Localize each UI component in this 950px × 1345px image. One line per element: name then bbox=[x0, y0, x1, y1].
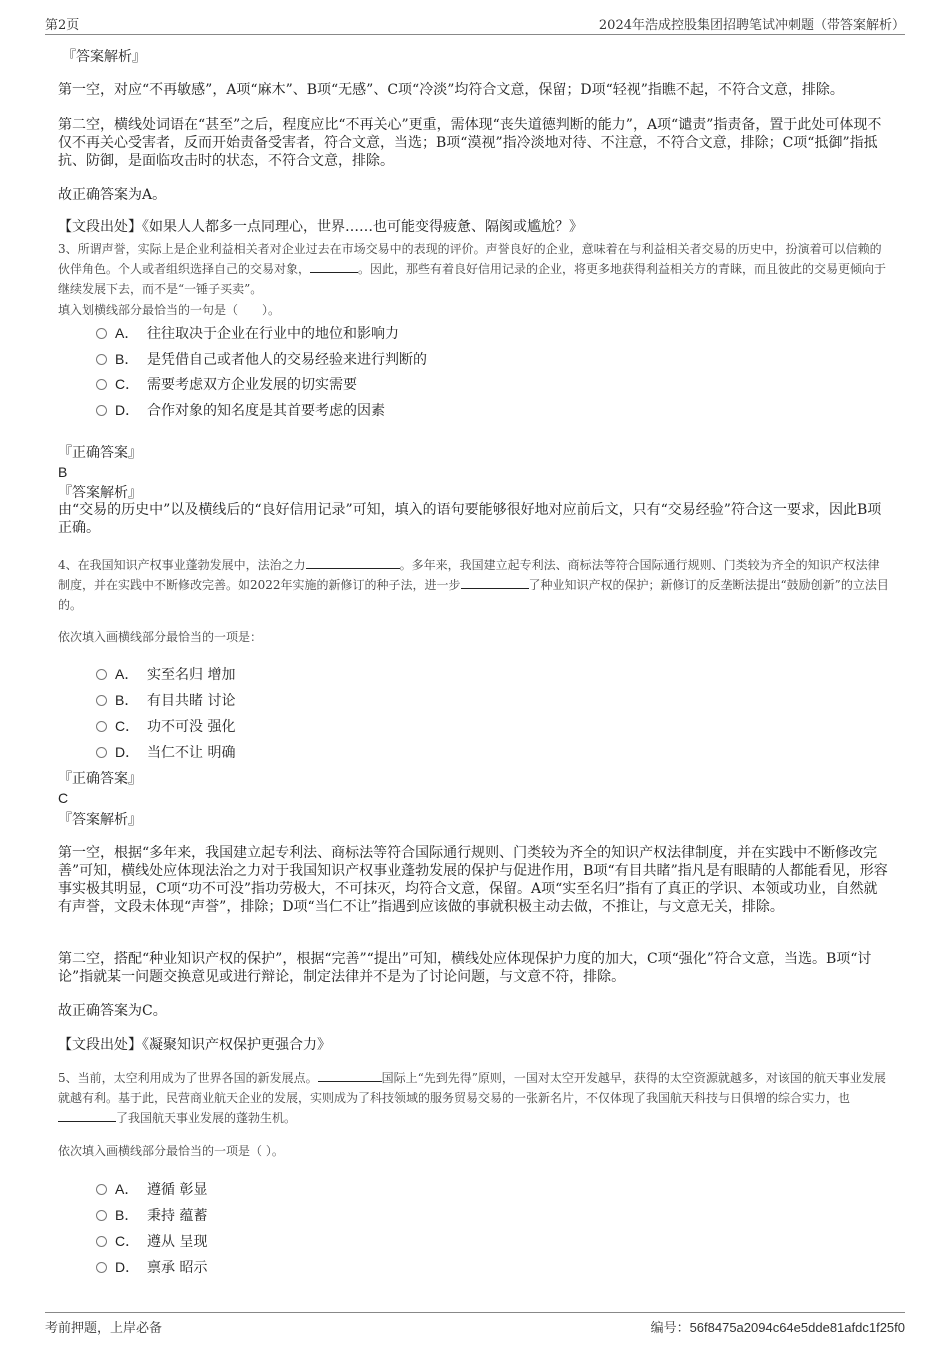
page-number: 第2页 bbox=[45, 18, 80, 33]
q3-stem: 3、所谓声誉，实际上是企业利益相关者对企业过去在市场交易中的表现的评价。声誉良好的企业，意味着在与利益相关者交易的历史中，扮演着可以信赖的伙伴角色。个人或者组织选择自己的交易对象， 。因此，那些有着良好信用记录的企业，将更多地获得利益相关方的青睐，而且彼此的交易更倾向于继续发展下去，而不是“一锤子买卖”。 bbox=[58, 242, 887, 296]
radio-icon[interactable] bbox=[96, 721, 107, 732]
q4-option-a[interactable]: A． 实至名归 增加 bbox=[96, 664, 235, 684]
q4-option-d[interactable]: D． 当仁不让 明确 bbox=[96, 742, 235, 762]
q3-analysis: 由“交易的历史中”以及横线后的“良好信用记录”可知，填入的语句要能够很好地对应前后文，只有“交易经验”符合这一要求，因此B项正确。 bbox=[58, 502, 882, 536]
page-footer bbox=[45, 1312, 905, 1335]
footer-slogan: 考前押题，上岸必备 bbox=[45, 1321, 163, 1336]
q5-blank-1 bbox=[318, 1069, 382, 1082]
q5-option-b[interactable]: B． 秉持 蕴蓄 bbox=[96, 1205, 207, 1225]
q5-option-d[interactable]: D． 禀承 昭示 bbox=[96, 1257, 207, 1277]
q5-option-c[interactable]: C． 遵从 呈现 bbox=[96, 1231, 207, 1251]
q4-option-c[interactable]: C． 功不可没 强化 bbox=[96, 716, 235, 736]
q2-analysis-label: 『答案解析』 bbox=[62, 49, 146, 65]
q4-prompt: 依次填入画横线部分最恰当的一项是： bbox=[58, 630, 263, 644]
q4-answer-label: 『正确答案』 bbox=[58, 771, 142, 787]
q4-analysis-para2: 第二空，搭配“种业知识产权的保护”，根据“完善”“提出”可知，横线处应体现保护力度的加大，C项“强化”符合文意，当选。B项“讨论”指就某一问题交换意见或进行辩论，制定法律并不是为了讨论问题，与文意不符，排除。 bbox=[58, 951, 872, 985]
radio-icon[interactable] bbox=[96, 1210, 107, 1221]
q3-option-c[interactable]: C． 需要考虑双方企业发展的切实需要 bbox=[96, 374, 357, 394]
radio-icon[interactable] bbox=[96, 405, 107, 416]
q4-conclusion: 故正确答案为C。 bbox=[58, 1003, 167, 1019]
radio-icon[interactable] bbox=[96, 1262, 107, 1273]
q3-option-a[interactable]: A． 往往取决于企业在行业中的地位和影响力 bbox=[96, 323, 399, 343]
q5-option-a[interactable]: A． 遵循 彰显 bbox=[96, 1179, 207, 1199]
q4-option-b[interactable]: B． 有目共睹 讨论 bbox=[96, 690, 235, 710]
q3-prompt: 填入划横线部分最恰当的一句是（ ）。 bbox=[58, 303, 281, 317]
q4-analysis-para1: 第一空，根据“多年来，我国建立起专利法、商标法等符合国际通行规则、门类较为齐全的知识产权法律制度，并在实践中不断修改完善”可知，横线处应体现法治之力对于我国知识产权事业蓬勃发展的保护与促进作用，B项“有目共睹”指凡是有眼睛的人都能看见，形容事实极其明显，C项“功不可没”指功劳极大，不可抹灭，均符合文意，保留。A项“实至名归”指有了真正的学识、本领或功业，自然就有声誉，文段未体现“声誉”，排除；D项“当仁不让”指遇到应该做的事就积极主动去做，不推让，与文意无关，排除。 bbox=[58, 845, 888, 915]
document-code: 编号：56f8475a2094c64e5dde81afdc1f25f0 bbox=[650, 1320, 905, 1335]
q3-answer-label: 『正确答案』 bbox=[58, 445, 142, 461]
radio-icon[interactable] bbox=[96, 669, 107, 680]
q3-analysis-label: 『答案解析』 bbox=[58, 485, 142, 501]
q4-source: 【文段出处】《凝聚知识产权保护更强合力》 bbox=[58, 1037, 331, 1053]
q5-stem: 5、当前，太空利用成为了世界各国的新发展点。 国际上“先到先得”原则，一国对太空开发越早，获得的太空资源就越多，对该国的航天事业发展就越有利。基于此，民营商业航天企业的发展，实则成为了科技领域的服务贸易交易的一张新名片，不仅体现了我国航天科技与日俱增的综合实力，也了我国航天事业发展的蓬勃生机。 bbox=[58, 1071, 886, 1125]
radio-icon[interactable] bbox=[96, 747, 107, 758]
q4-answer: C bbox=[58, 790, 69, 806]
q2-conclusion: 故正确答案为A。 bbox=[58, 187, 167, 203]
q3-blank bbox=[310, 260, 358, 273]
q4-blank-1 bbox=[306, 556, 400, 569]
document-title: 2024年浩成控股集团招聘笔试冲刺题（带答案解析） bbox=[598, 18, 905, 33]
q3-option-d[interactable]: D． 合作对象的知名度是其首要考虑的因素 bbox=[96, 400, 385, 420]
radio-icon[interactable] bbox=[96, 354, 107, 365]
q3-option-b[interactable]: B． 是凭借自己或者他人的交易经验来进行判断的 bbox=[96, 349, 427, 369]
q2-analysis-para2: 第二空，横线处词语在“甚至”之后，程度应比“不再关心”更重，需体现“丧失道德判断的能力”，A项“谴责”指责备，置于此处可体现不仅不再关心受害者，反而开始责备受害者，符合文意，当选；B项“漠视”指冷淡地对待、不注意，不符合文意，排除；C项“抵御”指抵抗、防御，是面临攻击时的状态，不符合文意，排除。 bbox=[58, 117, 882, 169]
radio-icon[interactable] bbox=[96, 1236, 107, 1247]
page-header bbox=[45, 14, 905, 35]
q2-source: 【文段出处】《如果人人都多一点同理心，世界……也可能变得疲惫、隔阂或尴尬？》 bbox=[58, 219, 583, 235]
q4-blank-2 bbox=[461, 576, 529, 589]
radio-icon[interactable] bbox=[96, 379, 107, 390]
q5-prompt: 依次填入画横线部分最恰当的一项是（ ）。 bbox=[58, 1144, 284, 1158]
q3-answer: B bbox=[58, 464, 68, 480]
q4-stem: 4、在我国知识产权事业蓬勃发展中，法治之力 。多年来，我国建立起专利法、商标法等符合国际通行规则、门类较为齐全的知识产权法律制度，并在实践中不断修改完善。如2022年实施的新修订的种子法，进一步 了种业知识产权的保护；新修订的反垄断法提出“鼓励创新”的立法目的。 bbox=[58, 558, 889, 612]
q2-analysis-para1: 第一空，对应“不再敏感”，A项“麻木”、B项“无感”、C项“冷淡”均符合文意，保留；D项“轻视”指瞧不起，不符合文意，排除。 bbox=[58, 82, 844, 98]
radio-icon[interactable] bbox=[96, 1184, 107, 1195]
radio-icon[interactable] bbox=[96, 328, 107, 339]
q4-analysis-label: 『答案解析』 bbox=[58, 812, 142, 828]
radio-icon[interactable] bbox=[96, 695, 107, 706]
q5-blank-2 bbox=[58, 1109, 116, 1122]
